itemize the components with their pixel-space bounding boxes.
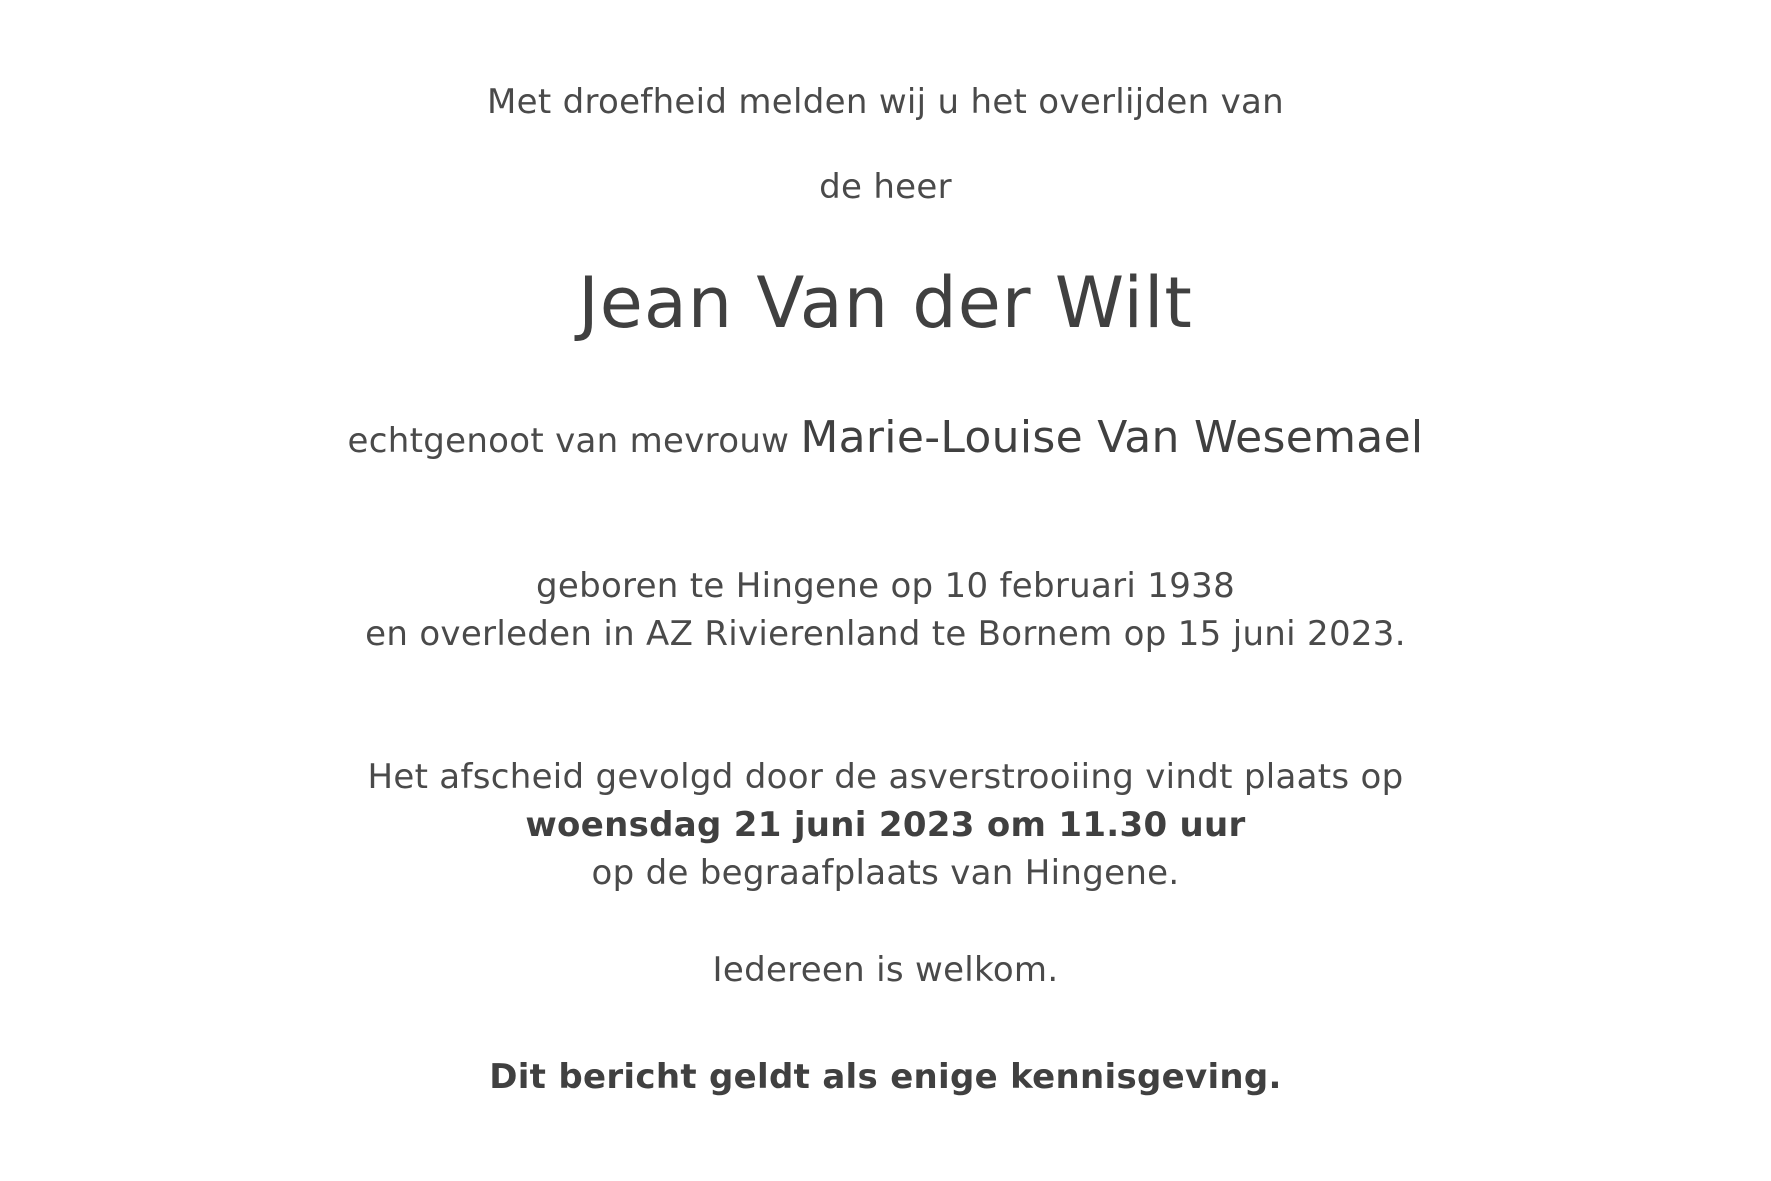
- spouse-prefix: echtgenoot van mevrouw: [347, 421, 801, 461]
- ceremony-place: op de begraafplaats van Hingene.: [591, 853, 1180, 893]
- notice-text: Dit bericht geldt als enige kennisgeving.: [489, 1057, 1282, 1097]
- welcome-text: Iedereen is welkom.: [712, 950, 1059, 990]
- intro-text: Met droefheid melden wij u het overlijden van: [486, 82, 1285, 122]
- deceased-name: Jean Van der Wilt: [578, 262, 1193, 344]
- death-info: en overleden in AZ Rivierenland te Bornem op 15 juni 2023.: [365, 614, 1406, 654]
- spouse-name: Marie-Louise Van Wesemael: [800, 412, 1424, 463]
- farewell-info: Het afscheid gevolgd door de asverstrooiing vindt plaats op: [367, 757, 1404, 797]
- ceremony-datetime: woensdag 21 juni 2023 om 11.30 uur: [525, 805, 1246, 845]
- birth-info: geboren te Hingene op 10 februari 1938: [535, 566, 1236, 606]
- honorific-title: de heer: [819, 167, 952, 207]
- spouse-line: [0, 412, 1771, 463]
